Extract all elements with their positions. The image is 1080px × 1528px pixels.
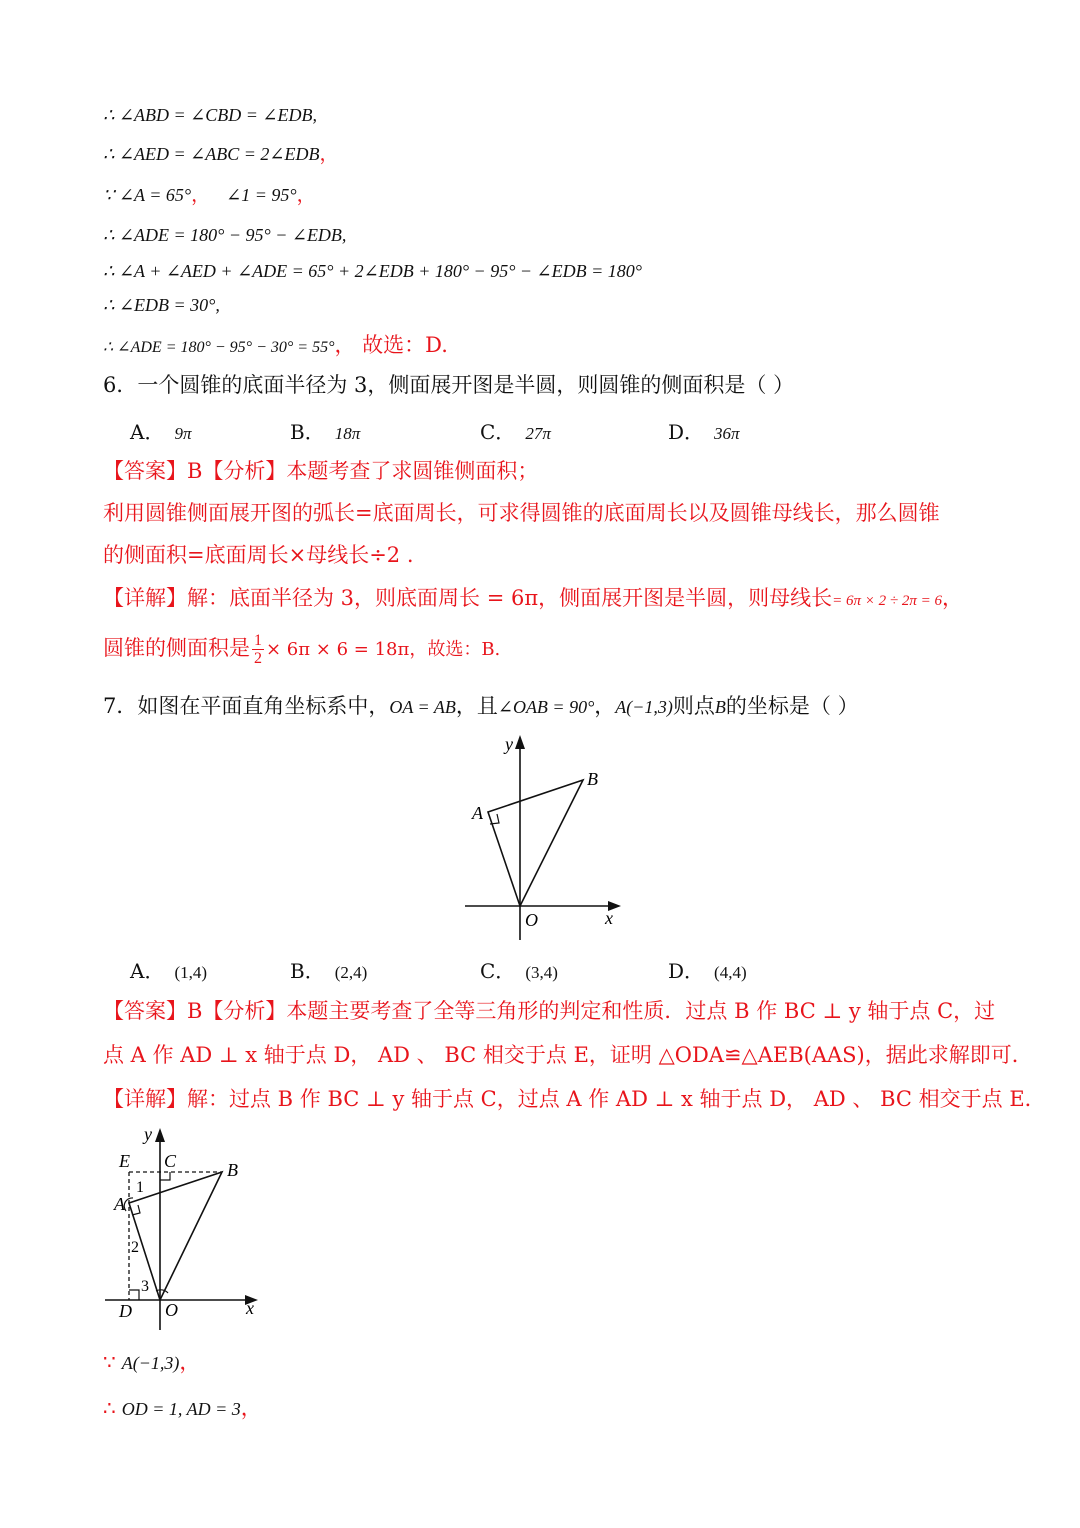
q7-detail-figure [100, 1125, 270, 1335]
proof-line-6: ∴ ∠EDB = 30°, [103, 295, 220, 315]
proof-line-2-math: ∴ ∠AED = ∠ABC = 2∠EDB [103, 144, 320, 164]
q6-fraction: $\frac{1}{2}$ [254, 632, 262, 667]
q7d-label-b: B [227, 1160, 238, 1180]
proof-line-2-comma: ， [319, 143, 339, 165]
q6-analysis-1: 利用圆锥侧面展开图的弧长=底面周长，可求得圆锥的底面周长以及圆锥母线长，那么圆锥 [103, 501, 940, 525]
q6-option-b: B． 18π [290, 420, 361, 444]
proof-line-4: ∴ ∠ADE = 180° − 95° − ∠EDB, [103, 225, 347, 245]
q7-step-2: ∴ OD = 1, AD = 3， [103, 1396, 262, 1420]
q7-label-b: B [587, 769, 598, 789]
q7d-label-angle-2: 2 [131, 1239, 139, 1256]
q6-detail-text: 【详解】解：底面半径为 3，则底面周长 = 6π，侧面展开图是半圆，则母线长 [103, 586, 833, 610]
q7d-label-x: x [246, 1298, 254, 1318]
q7-label-x: x [605, 908, 613, 928]
q7-triangle [488, 780, 583, 906]
q7d-right-angle-d [129, 1290, 139, 1300]
q7-answer-1: 【答案】B【分析】本题主要考查了全等三角形的判定和性质．过点 B 作 BC ⊥ y 轴于点 C，过 [103, 999, 996, 1023]
q6-option-a: A． 9π [130, 420, 192, 444]
proof-line-2 [103, 142, 338, 166]
proof-line-1: ∴ ∠ABD = ∠CBD = ∠EDB, [103, 105, 317, 125]
q6-detail-2-result: × 6π × 6 = 18π，故选：B. [266, 639, 501, 660]
q7-stem: 7．如图在平面直角坐标系中，OA = AB，且∠OAB = 90°，A(−1,3)则点B的坐标是（ ） [103, 694, 859, 718]
proof-line-5: ∴ ∠A + ∠AED + ∠ADE = 65° + 2∠EDB + 180° − 95° − ∠EDB = 180° [103, 261, 642, 281]
q6-analysis-2: 的侧面积=底面周长×母线长÷2 . [103, 543, 414, 567]
q7d-right-angle-c [160, 1172, 170, 1180]
proof-line-7 [103, 331, 448, 360]
q7-step-1: ∵ A(−1,3)， [103, 1350, 201, 1374]
q7-detail: 【详解】解：过点 B 作 BC ⊥ y 轴于点 C，过点 A 作 AD ⊥ x 轴于点 D， AD 、 BC 相交于点 E． [103, 1087, 1046, 1111]
q7-option-d: D． (4,4) [668, 959, 747, 983]
q7d-label-angle-1: 1 [136, 1179, 144, 1196]
proof-line-7-answer: ， 故选：D. [334, 333, 448, 357]
q7d-right-angle-a [132, 1205, 140, 1215]
q7-label-y: y [505, 734, 513, 754]
q6-stem: 6．一个圆锥的底面半径为 3，侧面展开图是半圆，则圆锥的侧面积是（ ） [103, 373, 795, 397]
q7-figure [455, 730, 635, 945]
q6-detail-comma: ， [942, 586, 964, 610]
q6-detail-math: = 6π × 2 ÷ 2π = 6 [832, 593, 943, 609]
q7d-label-d: D [119, 1301, 132, 1321]
q7-label-a: A [472, 803, 483, 823]
q7-option-a: A． (1,4) [130, 959, 208, 983]
q7-label-o: O [525, 910, 538, 930]
q7-answer-2: 点 A 作 AD ⊥ x 轴于点 D， AD 、 BC 相交于点 E，证明 △ODA≌△AEB(AAS)，据此求解即可． [103, 1043, 1033, 1067]
proof-line-3-comma1: ， [191, 184, 211, 206]
q6-detail [103, 584, 963, 615]
q6-option-c: C． 27π [480, 420, 551, 444]
q7-option-b: B． (2,4) [290, 959, 368, 983]
q7d-label-y: y [144, 1125, 152, 1144]
q7d-y-arrow [155, 1128, 165, 1142]
proof-line-7-math: ∴ ∠ADE = 180° − 95° − 30° = 55° [103, 339, 335, 356]
q6-detail-2 [103, 632, 500, 667]
q7d-label-a: A [114, 1194, 125, 1214]
q6-option-d: D． 36π [668, 420, 740, 444]
proof-line-3-comma2: ， [296, 184, 316, 206]
q7-option-c: C． (3,4) [480, 959, 558, 983]
q6-detail-2-text: 圆锥的侧面积是 [103, 636, 250, 660]
proof-line-3-a: ∵ ∠A = 65° [103, 185, 192, 205]
proof-line-3-c: ∠1 = 95° [226, 185, 297, 205]
q7d-label-c: C [164, 1151, 177, 1171]
q7d-label-angle-3: 3 [141, 1278, 149, 1295]
q6-answer: 【答案】B【分析】本题考查了求圆锥侧面积； [103, 459, 539, 483]
proof-line-3 [103, 183, 316, 207]
q7-y-arrow [515, 735, 525, 749]
q7d-label-e: E [119, 1151, 130, 1171]
q7d-label-o: O [165, 1300, 178, 1320]
